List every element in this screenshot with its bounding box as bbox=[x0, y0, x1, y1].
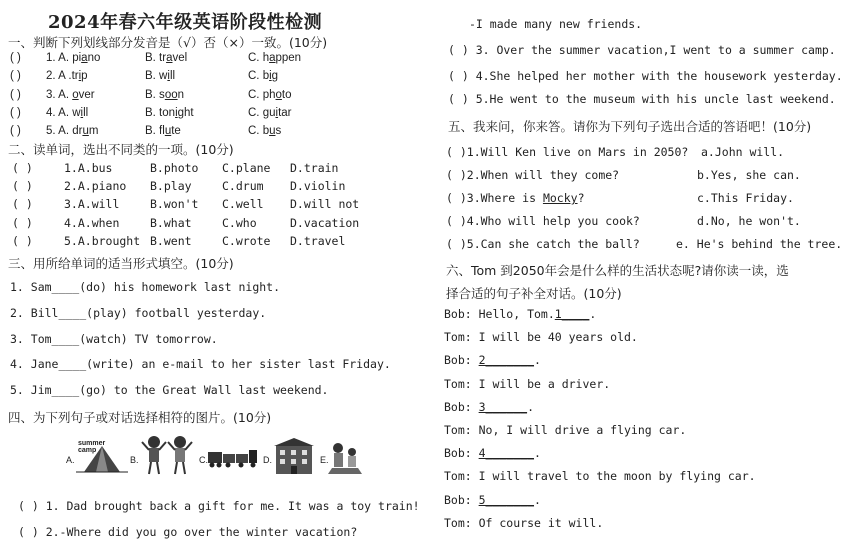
dialogue-line bbox=[444, 423, 686, 437]
phonics-bracket: ( ) bbox=[10, 88, 21, 101]
odd-one-option-b: B.went bbox=[150, 233, 192, 248]
dialogue-line-underlined: 1____ bbox=[554, 307, 590, 321]
dialogue-line-text: Bob: bbox=[444, 353, 479, 368]
odd-one-option-a: 5.A.brought bbox=[64, 233, 141, 248]
odd-one-option-c: C.well bbox=[222, 197, 264, 212]
dialogue-line bbox=[444, 469, 756, 483]
dialogue-line-text: . bbox=[534, 353, 541, 368]
match-item-3: ( ) 3. Over the summer vacation,I went to a summer camp. bbox=[448, 43, 836, 57]
pic-label-d: D. bbox=[263, 455, 272, 465]
odd-one-option-a: 4.A.when bbox=[64, 215, 120, 230]
phonics-option-a bbox=[46, 125, 98, 137]
phonics-option-c-underlined: i bbox=[275, 106, 279, 119]
phonics-option-a-text: 1. A. pi bbox=[46, 52, 82, 64]
qa-question: ( )1.Will Ken live on Mars in 2050? bbox=[446, 145, 689, 159]
dialogue-line-text: . bbox=[589, 307, 597, 321]
dialogue-line-underlined: 4_______ bbox=[478, 446, 535, 461]
dialogue-line-text: . bbox=[534, 446, 541, 461]
odd-one-option-d: D.travel bbox=[290, 233, 346, 248]
qa-answer: a.John will. bbox=[701, 145, 785, 159]
fill-blank-item: 2. Bill____(play) football yesterday. bbox=[10, 305, 267, 320]
phonics-option-b-text: B. tr bbox=[145, 52, 167, 64]
pic-label-e: E. bbox=[320, 455, 329, 465]
phonics-option-a-text: 2. A .tr bbox=[46, 70, 79, 83]
phonics-option-c-text: ppen bbox=[275, 52, 302, 64]
phonics-option-a-text: ll bbox=[83, 106, 89, 119]
phonics-option-c bbox=[248, 52, 301, 64]
dialogue-line-text: Tom: I will be a driver. bbox=[444, 376, 611, 391]
page-title: 2024年春六年级英语阶段性检测 bbox=[48, 12, 323, 33]
dialogue-line-text: Bob: Hello, Tom. bbox=[444, 307, 555, 321]
dialogue-line bbox=[444, 377, 610, 391]
odd-one-option-c: C.drum bbox=[222, 179, 264, 194]
phonics-option-a bbox=[46, 52, 100, 64]
fill-blank-item: 1. Sam____(do) his homework last night. bbox=[10, 280, 281, 294]
qa-question: ( )5.Can she catch the ball? bbox=[446, 237, 640, 251]
match-item-1: ( ) 1. Dad brought back a gift for me. It was a toy train! bbox=[18, 499, 420, 513]
phonics-option-a bbox=[46, 107, 88, 119]
qa-question: ( )4.Who will help you cook? bbox=[446, 214, 640, 228]
qa-answer: c.This Friday. bbox=[697, 191, 794, 205]
dialogue-line-text: Bob: bbox=[444, 492, 479, 507]
dialogue-line bbox=[444, 516, 603, 530]
phonics-option-b-text: B. ton bbox=[145, 106, 176, 119]
qa-question-underlined: Mocky bbox=[542, 191, 578, 205]
odd-one-option-b: B.photo bbox=[150, 161, 199, 175]
phonics-option-b-text: ght bbox=[177, 106, 194, 119]
phonics-option-c-text: C. gu bbox=[248, 106, 276, 119]
phonics-option-b bbox=[145, 107, 194, 119]
qa-question-text: ( )3.Where is bbox=[446, 191, 543, 205]
summer-camp-sign: summer camp bbox=[78, 440, 106, 454]
odd-one-option-c: C.plane bbox=[222, 161, 271, 175]
odd-one-option-b: B.what bbox=[150, 215, 192, 230]
phonics-option-b-text: te bbox=[171, 125, 181, 138]
dialogue-line-underlined: 5_______ bbox=[478, 492, 535, 507]
phonics-option-b-underlined: u bbox=[164, 125, 172, 138]
section6-heading-line1: 六、Tom 到2050年会是什么样的生活状态呢?请你读一读，选 bbox=[446, 263, 789, 278]
dialogue-line-text: Bob: bbox=[444, 446, 479, 461]
dialogue-line bbox=[444, 400, 534, 414]
phonics-option-b bbox=[145, 89, 184, 101]
odd-one-option-a: 1.A.bus bbox=[64, 161, 113, 175]
phonics-option-c-text: C. h bbox=[248, 52, 270, 64]
pic-label-b: B. bbox=[130, 455, 139, 465]
children-friends-picture bbox=[140, 432, 196, 476]
phonics-option-c-underlined: u bbox=[269, 125, 276, 138]
phonics-bracket: ( ) bbox=[10, 52, 21, 64]
dialogue-line bbox=[444, 330, 638, 344]
phonics-option-c-text: C. ph bbox=[248, 88, 276, 101]
phonics-option-a bbox=[46, 89, 95, 101]
phonics-option-a-text: no bbox=[87, 52, 101, 64]
odd-one-option-d: D.violin bbox=[290, 179, 346, 194]
dialogue-line-text: Tom: I will travel to the moon by flying car. bbox=[444, 469, 756, 484]
phonics-option-b-underlined: oo bbox=[164, 88, 178, 101]
dialogue-line bbox=[444, 307, 596, 321]
qa-question-text: ? bbox=[577, 191, 585, 205]
phonics-option-a-text: ver bbox=[78, 88, 95, 101]
phonics-option-c-text: tar bbox=[278, 106, 292, 119]
phonics-option-a-text: m bbox=[88, 125, 99, 138]
phonics-option-c bbox=[248, 89, 292, 101]
odd-one-option-b: B.won't bbox=[150, 197, 199, 212]
phonics-option-b-text: ll bbox=[169, 70, 176, 83]
phonics-option-c-underlined: o bbox=[275, 88, 282, 101]
qa-question bbox=[446, 191, 585, 205]
dialogue-line-text: Tom: Of course it will. bbox=[444, 515, 604, 530]
odd-one-option-d: D.will not bbox=[290, 197, 360, 212]
pic-label-c: C. bbox=[199, 455, 208, 465]
phonics-option-a-text: 3. A. bbox=[46, 88, 73, 101]
phonics-option-b-text: B. s bbox=[145, 88, 165, 101]
phonics-option-b-text: vel bbox=[172, 52, 188, 64]
phonics-option-a-underlined: o bbox=[72, 88, 79, 101]
dialogue-line-text: . bbox=[527, 399, 535, 414]
dialogue-line-text: Bob: bbox=[444, 399, 479, 414]
dialogue-line-underlined: 3______ bbox=[478, 399, 528, 414]
odd-one-bracket: ( ) bbox=[12, 215, 33, 230]
phonics-option-b bbox=[145, 70, 175, 82]
section5-heading: 五、我来问，你来答。请你为下列句子选出合适的答语吧！(10分) bbox=[448, 119, 812, 134]
section6-heading-line2: 择合适的句子补全对话。(10分) bbox=[446, 286, 622, 301]
qa-answer: d.No, he won't. bbox=[697, 214, 801, 228]
phonics-option-c-text: C. b bbox=[248, 70, 270, 83]
phonics-option-c-text: s bbox=[275, 125, 282, 138]
odd-one-option-a: 2.A.piano bbox=[64, 179, 127, 194]
odd-one-bracket: ( ) bbox=[12, 179, 33, 194]
phonics-option-c-text: C. b bbox=[248, 125, 270, 138]
qa-answer: e. He's behind the tree. bbox=[676, 237, 843, 251]
fill-blank-item: 5. Jim____(go) to the Great Wall last weekend. bbox=[10, 383, 329, 398]
phonics-option-a-underlined: i bbox=[80, 106, 84, 119]
match-item-5: ( ) 5.He went to the museum with his uncle last weekend. bbox=[448, 92, 836, 106]
phonics-option-c-text: to bbox=[281, 88, 292, 101]
phonics-option-a-text: p bbox=[81, 70, 88, 83]
phonics-option-b-text: B. w bbox=[145, 70, 168, 83]
odd-one-bracket: ( ) bbox=[12, 233, 33, 248]
fill-blank-item: 3. Tom____(watch) TV tomorrow. bbox=[10, 331, 218, 346]
summer-camp-picture bbox=[76, 436, 128, 474]
section2-heading: 二、读单词，选出不同类的一项。(10分) bbox=[8, 142, 234, 157]
phonics-option-a-underlined: i bbox=[78, 70, 82, 83]
phonics-bracket: ( ) bbox=[10, 70, 21, 83]
section3-heading: 三、用所给单词的适当形式填空。(10分) bbox=[8, 256, 234, 271]
phonics-option-a-text: 5. A. dr bbox=[46, 125, 83, 138]
dialogue-line-underlined: 2_______ bbox=[478, 353, 535, 368]
phonics-option-a bbox=[46, 70, 88, 82]
phonics-option-b-underlined: i bbox=[167, 70, 170, 83]
phonics-option-c-text: g bbox=[271, 70, 279, 83]
match-item-2-answer: -I made many new friends. bbox=[469, 17, 643, 31]
dialogue-line-text: Tom: I will be 40 years old. bbox=[444, 330, 638, 345]
museum-picture bbox=[272, 436, 316, 476]
phonics-option-b-underlined: i bbox=[175, 106, 178, 119]
phonics-option-b bbox=[145, 125, 181, 137]
phonics-option-c bbox=[248, 107, 291, 119]
dialogue-line bbox=[444, 493, 541, 507]
phonics-option-c bbox=[248, 125, 281, 137]
phonics-option-a-underlined: u bbox=[82, 125, 89, 138]
odd-one-bracket: ( ) bbox=[12, 197, 33, 212]
phonics-option-a-underlined: a bbox=[81, 52, 88, 64]
section1-heading: 一、判断下列划线部分发音是（√）否（×）一致。(10分) bbox=[8, 35, 328, 50]
dialogue-line-text: Tom: No, I will drive a flying car. bbox=[444, 423, 687, 437]
phonics-option-c bbox=[248, 70, 278, 82]
phonics-bracket: ( ) bbox=[10, 125, 21, 138]
odd-one-option-d: D.train bbox=[290, 161, 339, 175]
match-item-2: ( ) 2.-Where did you go over the winter vacation? bbox=[18, 525, 358, 539]
dialogue-line bbox=[444, 446, 541, 460]
phonics-option-c-underlined: a bbox=[269, 52, 276, 64]
fill-blank-item: 4. Jane____(write) an e-mail to her sister last Friday. bbox=[10, 357, 391, 372]
section4-heading: 四、为下列句子或对话选择相符的图片。(10分) bbox=[8, 410, 272, 425]
phonics-option-a-text: 4. A. w bbox=[46, 106, 81, 119]
odd-one-option-a: 3.A.will bbox=[64, 197, 120, 212]
phonics-option-b-text: n bbox=[177, 88, 185, 101]
odd-one-option-b: B.play bbox=[150, 179, 192, 194]
odd-one-option-d: D.vacation bbox=[290, 215, 360, 230]
phonics-option-b-text: B. fl bbox=[145, 125, 165, 138]
dialogue-line-text: . bbox=[534, 492, 541, 507]
match-item-4: ( ) 4.She helped her mother with the housework yesterday. bbox=[448, 69, 843, 83]
qa-answer: b.Yes, she can. bbox=[697, 168, 801, 182]
dialogue-line bbox=[444, 353, 541, 367]
odd-one-bracket: ( ) bbox=[12, 161, 33, 175]
phonics-option-b-underlined: a bbox=[166, 52, 173, 64]
housework-picture bbox=[328, 440, 362, 476]
toy-train-picture bbox=[206, 448, 258, 468]
odd-one-option-c: C.who bbox=[222, 215, 257, 230]
pic-label-a: A. bbox=[66, 455, 75, 465]
odd-one-option-c: C.wrote bbox=[222, 233, 271, 248]
phonics-bracket: ( ) bbox=[10, 106, 21, 119]
phonics-option-c-underlined: i bbox=[269, 70, 272, 83]
phonics-option-b bbox=[145, 52, 187, 64]
qa-question: ( )2.When will they come? bbox=[446, 168, 620, 182]
